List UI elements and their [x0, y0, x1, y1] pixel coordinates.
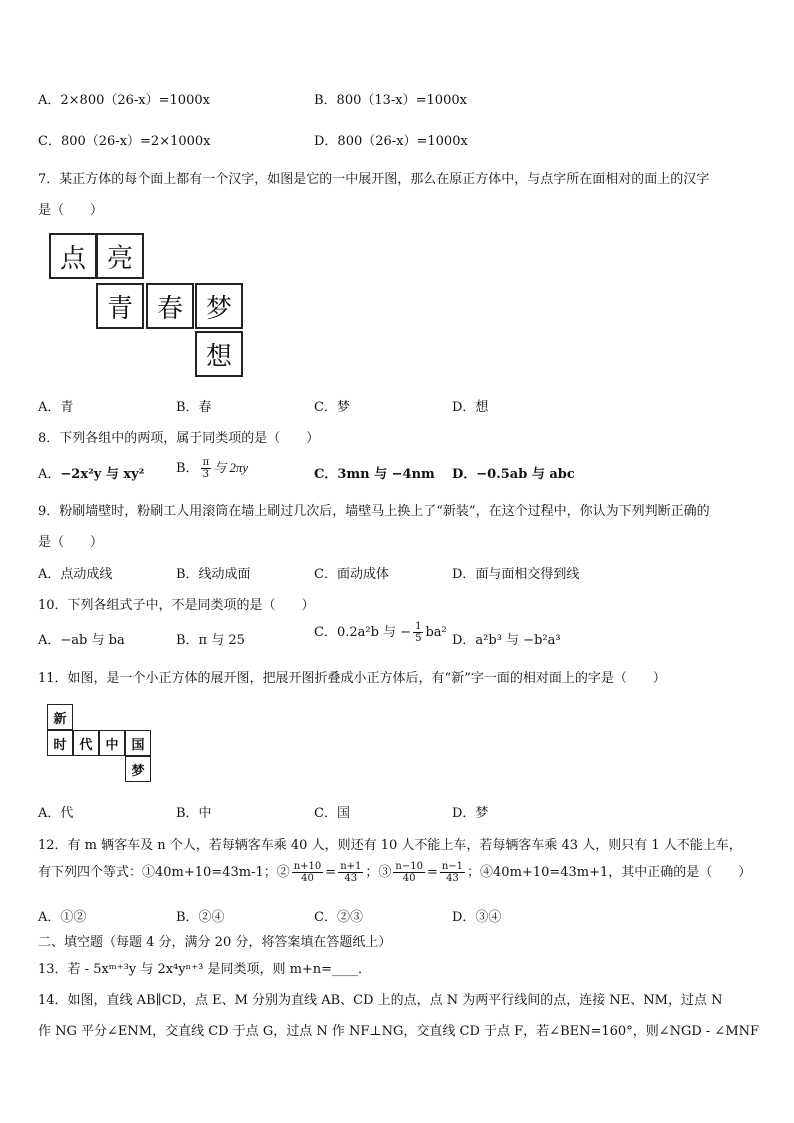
q8-option-c: C．3mn 与 −4nm [314, 467, 435, 482]
q11-option-c: C．国 [314, 806, 350, 821]
q10-option-b: B．π 与 25 [176, 633, 245, 648]
fraction-numerator: n+1 [340, 861, 362, 872]
q9-option-c: C．面动成体 [314, 567, 389, 582]
q9-option-a: A．点动成线 [38, 567, 113, 582]
q10-c-fraction [413, 621, 423, 644]
net-cell-guo: 国 [125, 730, 151, 756]
q12-stem-line2 [38, 861, 751, 884]
q6-option-c: C．800（26-x）=2×1000x [38, 134, 211, 149]
q9-option-d: D．面与面相交得到线 [452, 567, 580, 582]
q10-c-pre: C．0.2a²b 与 − [314, 625, 412, 640]
q8-option-b [176, 457, 248, 480]
q10-c-post: ba² [425, 625, 447, 640]
q7-option-b: B．春 [176, 400, 212, 415]
q10-option-a: A．−ab 与 ba [38, 633, 125, 648]
equals-sign: = [426, 865, 438, 880]
fraction-numerator: π [202, 457, 210, 468]
q8-a-label: A． [38, 467, 61, 482]
net-cell-dai: 代 [73, 730, 99, 756]
q8-stem: 8．下列各组中的两项，属于同类项的是（ ） [38, 431, 320, 446]
fraction-denominator: 43 [446, 873, 459, 884]
q10-option-c [314, 621, 447, 644]
net-cell-chun: 春 [146, 283, 194, 329]
q13-stem: 13．若 - 5xᵐ⁺³y 与 2x⁴yⁿ⁺³ 是同类项，则 m+n=____． [38, 962, 372, 977]
q7-option-c: C．梦 [314, 400, 350, 415]
net-cell-liang: 亮 [96, 233, 144, 279]
q10-option-d: D．a²b³ 与 −b²a³ [452, 633, 561, 648]
q8-option-d: D．−0.5ab 与 abc [452, 467, 575, 482]
q12-fraction-2 [338, 861, 363, 884]
q6-option-d: D．800（26-x）=1000x [314, 134, 468, 149]
q9-stem-line2: 是（ ） [38, 535, 104, 550]
q8-b-rest: 与 2πy [213, 460, 249, 475]
q12-line2-post: ；④40m+10=43m+1，其中正确的是（ ） [467, 865, 752, 880]
fraction-numerator: n−1 [441, 861, 464, 872]
q11-option-d: D．梦 [452, 806, 489, 821]
q6-option-b: B．800（13-x）=1000x [314, 93, 467, 108]
fraction-numerator: 1 [415, 621, 422, 632]
net-cell-xiang: 想 [195, 331, 243, 377]
net-cell-meng2: 梦 [125, 756, 151, 782]
q7-option-d: D．想 [452, 400, 489, 415]
fraction-denominator: 40 [402, 873, 416, 884]
fraction-numerator: n+10 [293, 861, 322, 872]
q6-option-a: A．2×800（26-x）=1000x [38, 93, 210, 108]
fraction-denominator: 40 [301, 873, 314, 884]
q8-option-a [38, 463, 144, 482]
fraction-denominator: 5 [415, 633, 422, 644]
q9-option-b: B．线动成面 [176, 567, 251, 582]
q12-option-b: B．②④ [176, 910, 225, 925]
q12-stem-line1: 12．有 m 辆客车及 n 个人，若每辆客车乘 40 人，则还有 10 人不能上车，若每辆客车乘 43 人，则只有 1 人不能上车， [38, 838, 742, 853]
net-cell-meng: 梦 [195, 283, 243, 329]
q8-a-expr: −2x²y 与 xy² [60, 467, 145, 482]
q12-fraction-3 [393, 861, 425, 884]
net-cell-dian: 点 [49, 233, 97, 279]
q12-line2-pre: 有下列四个等式：①40m+10=43m-1；② [38, 865, 290, 880]
fraction-denominator: 43 [344, 873, 358, 884]
q12-option-d: D．③④ [452, 910, 502, 925]
q12-option-a: A．①② [38, 910, 87, 925]
q14-stem-line1: 14．如图，直线 AB∥CD，点 E、M 分别为直线 AB、CD 上的点，点 N 为两平行线间的点，连接 NE、NM，过点 N [38, 993, 723, 1008]
q11-stem: 11．如图，是一个小正方体的展开图，把展开图折叠成小正方体后，有“新”字一面的相对面上的字是（ ） [38, 671, 666, 686]
q8-b-fraction [201, 457, 212, 480]
net-cell-qing: 青 [96, 283, 144, 329]
equals-sign: = [325, 865, 337, 880]
q12-fraction-1 [292, 861, 324, 884]
q14-stem-line2: 作 NG 平分∠ENM，交直线 CD 于点 G，过点 N 作 NF⊥NG，交直线 CD 于点 F，若∠BEN=160°，则∠NGD - ∠MNF [38, 1024, 760, 1039]
q7-stem-line2: 是（ ） [38, 203, 104, 218]
net-cell-shi: 时 [47, 730, 73, 756]
q8-b-label: B． [176, 461, 199, 476]
q12-mid: ；③ [365, 865, 392, 880]
q11-option-a: A．代 [38, 806, 74, 821]
net-cell-zhong: 中 [99, 730, 125, 756]
q7-option-a: A．青 [38, 400, 74, 415]
q11-option-b: B．中 [176, 806, 212, 821]
q12-option-c: C．②③ [314, 910, 363, 925]
q7-stem-line1: 7．某正方体的每个面上都有一个汉字，如图是它的一中展开图，那么在原正方体中，与点字所在面相对的面上的汉字 [38, 172, 710, 187]
q12-fraction-4 [440, 861, 465, 884]
fraction-denominator: 3 [202, 469, 210, 480]
fraction-numerator: n−10 [395, 861, 423, 872]
q9-stem-line1: 9．粉刷墙壁时，粉刷工人用滚筒在墙上刷过几次后，墙壁马上换上了“新装”，在这个过程中，你认为下列判断正确的 [38, 504, 710, 519]
section-heading: 二、填空题（每题 4 分，满分 20 分，将答案填在答题纸上） [38, 935, 392, 950]
q10-stem: 10．下列各组式子中，不是同类项的是（ ） [38, 598, 315, 613]
net-cell-xin: 新 [47, 704, 73, 730]
